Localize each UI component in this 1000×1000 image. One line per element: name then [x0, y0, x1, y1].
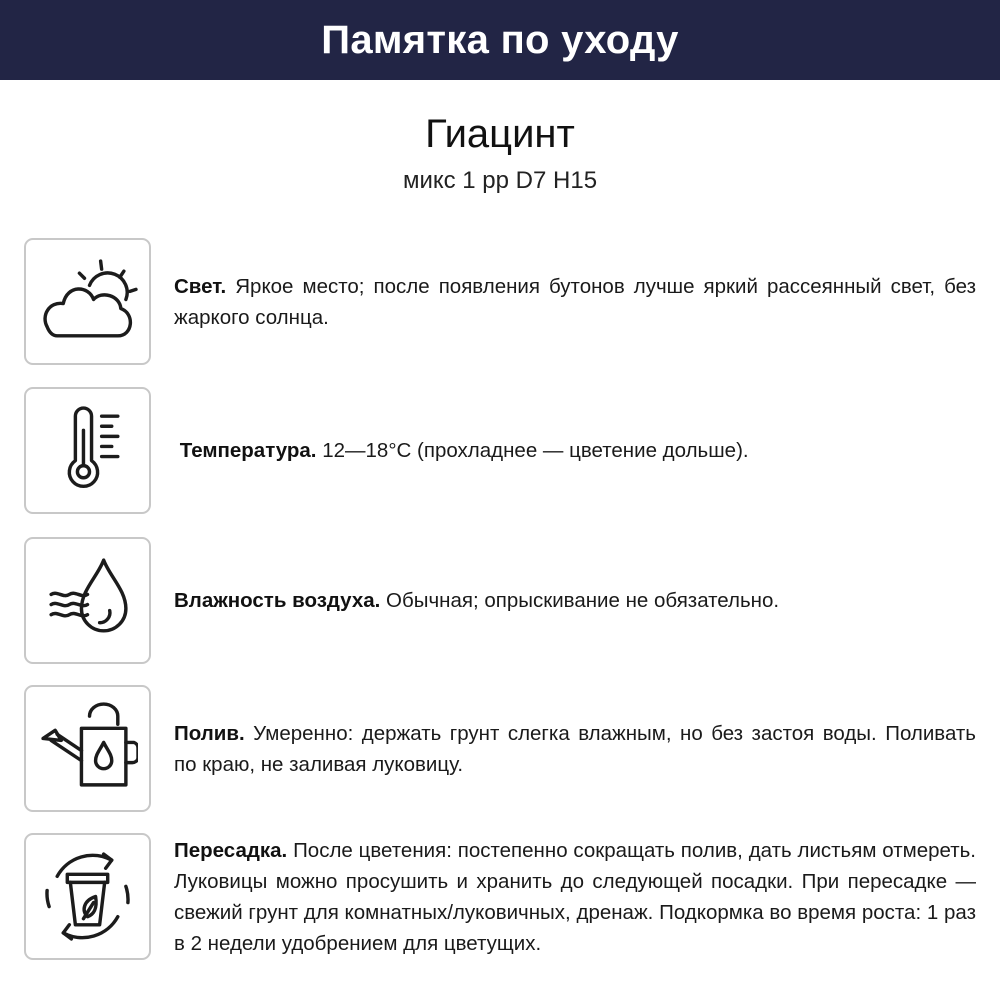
sun-cloud-icon: [37, 251, 138, 352]
humidity-drop-icon: [37, 550, 138, 651]
care-row-light: [24, 238, 976, 365]
icon-box: [24, 833, 151, 960]
care-text-watering: [174, 685, 976, 812]
care-description: 12—18°С (прохладнее — цветение дольше).: [322, 439, 749, 462]
care-row-watering: [24, 685, 976, 812]
thermometer-icon: [37, 400, 138, 501]
care-row-humidity: [24, 537, 976, 664]
care-text-temperature: [174, 387, 976, 514]
watering-can-icon: [37, 698, 138, 799]
icon-box: [24, 238, 151, 365]
icon-box: [24, 685, 151, 812]
care-description: После цветения: постепенно сокращать полив, дать листьям отмереть. Луковицы можно просушить и хранить до следующей посадки. При пересадке — свежий грунт для комнатных/луковичных, дренаж. Подкормка во время роста: 1 раз в 2 недели удобрением для цветущих.: [174, 838, 976, 955]
care-row-transplant: [24, 833, 976, 960]
icon-box: [24, 387, 151, 514]
care-text-humidity: [174, 537, 976, 664]
page-title: Памятка по уходу: [321, 17, 679, 62]
care-description: Умеренно: держать грунт слегка влажным, но без застоя воды. Поливать по краю, не заливая луковицу.: [174, 721, 976, 776]
care-title: Свет.: [174, 274, 227, 298]
care-description: Обычная; опрыскивание не обязательно.: [386, 589, 780, 612]
plant-variant: микс 1 рр D7 H15: [402, 167, 598, 194]
care-text-light: [174, 238, 976, 365]
plant-name: Гиацинт: [425, 112, 575, 156]
repot-icon: [37, 846, 138, 947]
care-title: Температура.: [179, 439, 317, 462]
care-description: Яркое место; после появления бутонов лучше яркий рассеянный свет, без жаркого солнца.: [174, 274, 976, 329]
care-title: Полив.: [174, 721, 245, 745]
care-text-transplant: [174, 833, 976, 960]
care-title: Влажность воздуха.: [174, 589, 381, 612]
header-banner: [0, 0, 1000, 80]
care-title: Пересадка.: [174, 838, 288, 862]
icon-box: [24, 537, 151, 664]
care-row-temperature: [24, 387, 976, 514]
